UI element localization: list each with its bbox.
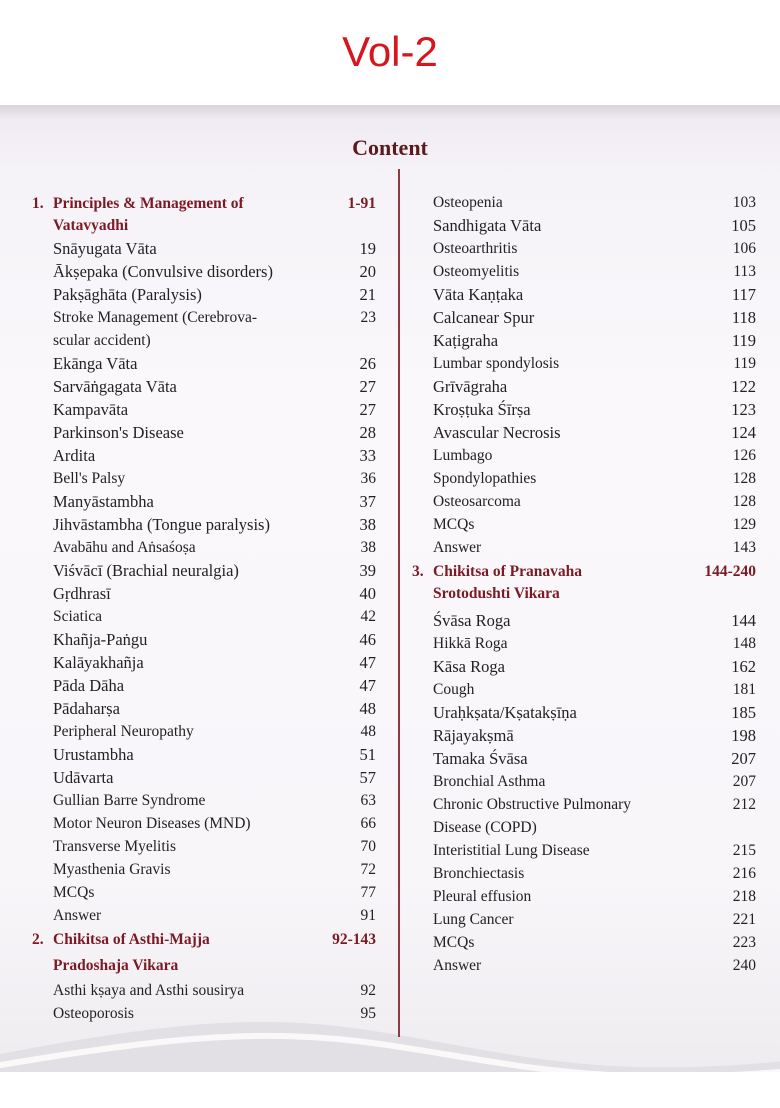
item-label: Calcanear Spur [433, 308, 535, 327]
toc-item-cont [412, 816, 756, 839]
item-label: Udāvarta [53, 768, 114, 787]
toc-item[interactable] [412, 793, 756, 816]
item-label: Lumbar spondylosis [433, 355, 560, 372]
item-page: 47 [359, 653, 376, 672]
section-title-cont: Pradoshaja Vikara [53, 957, 179, 974]
toc-item[interactable] [32, 352, 376, 375]
item-page: 39 [359, 561, 376, 580]
item-label: Osteoarthritis [433, 240, 518, 257]
item-page: 126 [732, 447, 756, 464]
toc-item[interactable] [32, 490, 376, 513]
section-number: 3. [412, 563, 424, 580]
item-page: 91 [360, 907, 376, 924]
item-page: 207 [732, 773, 756, 790]
item-label: Ākṣepaka (Convulsive disorders) [53, 262, 273, 281]
item-label: Avascular Necrosis [433, 423, 561, 442]
item-label: Pakṣāghāta (Paralysis) [53, 285, 202, 304]
item-page: 57 [359, 768, 376, 787]
item-label: Khañja-Paṅgu [53, 630, 148, 649]
toc-item[interactable] [32, 674, 376, 697]
toc-item[interactable] [32, 605, 376, 628]
item-page: 221 [732, 911, 756, 928]
item-label: Pāda Dāha [53, 676, 125, 695]
item-page: 122 [731, 377, 756, 396]
section-number: 1. [32, 195, 44, 212]
toc-item[interactable] [32, 306, 376, 329]
item-page: 38 [359, 515, 376, 534]
toc-item[interactable] [32, 743, 376, 766]
item-label: Transverse Myelitis [53, 838, 176, 855]
item-page: 95 [360, 1005, 376, 1022]
toc-item[interactable] [412, 839, 756, 862]
item-page: 212 [732, 796, 756, 813]
item-page: 119 [731, 331, 756, 350]
item-label: Lumbago [433, 447, 493, 464]
item-page: 113 [733, 263, 756, 280]
toc-item[interactable] [32, 904, 376, 927]
toc-item[interactable] [412, 678, 756, 701]
toc-item[interactable] [32, 766, 376, 789]
toc-item[interactable] [412, 954, 756, 977]
toc-item[interactable] [412, 490, 756, 513]
item-page: 46 [359, 630, 376, 649]
section-title: Chikitsa of Asthi-Majja [53, 931, 210, 948]
item-label: Jihvāstambha (Tongue paralysis) [53, 515, 270, 534]
volume-title: Vol-2 [342, 28, 438, 75]
toc-item[interactable] [32, 398, 376, 421]
item-page: 181 [732, 681, 756, 698]
toc-item[interactable] [412, 609, 756, 632]
toc-item[interactable] [32, 260, 376, 283]
item-page: 198 [731, 726, 756, 745]
toc-item[interactable] [412, 329, 756, 352]
item-page: 38 [360, 539, 376, 556]
item-page: 33 [359, 446, 376, 465]
item-page: 72 [360, 861, 376, 878]
toc-item[interactable] [32, 835, 376, 858]
toc-item[interactable] [412, 655, 756, 678]
toc-item[interactable] [32, 513, 376, 536]
toc-item[interactable] [412, 862, 756, 885]
item-label: Parkinson's Disease [53, 423, 184, 442]
toc-item-cont [32, 329, 376, 352]
item-label: Gṛdhrasī [53, 584, 111, 603]
item-label: Stroke Management (Cerebrova- [53, 309, 258, 326]
item-label: Kaṭigraha [433, 331, 499, 350]
item-label: Osteoporosis [53, 1005, 134, 1022]
section-title-cont: Vatavyadhi [53, 217, 129, 234]
item-label: Gullian Barre Syndrome [53, 792, 206, 809]
toc-item[interactable] [32, 628, 376, 651]
item-page: 66 [360, 815, 376, 832]
item-label: Viśvācī (Brachial neuralgia) [53, 561, 239, 580]
item-page: 40 [359, 584, 376, 603]
item-label: Bronchial Asthma [433, 773, 546, 790]
item-page: 106 [732, 240, 756, 257]
item-page: 223 [732, 934, 756, 951]
item-label: Ekānga Vāta [53, 354, 138, 373]
item-label: Myasthenia Gravis [53, 861, 171, 878]
toc-item[interactable] [412, 352, 756, 375]
item-page: 117 [731, 285, 756, 304]
item-page: 143 [732, 539, 756, 556]
section-title: Principles & Management of [53, 195, 244, 212]
item-label: Manyāstambha [53, 492, 154, 511]
item-label: Pādaharṣa [53, 699, 120, 718]
item-page: 20 [359, 262, 376, 281]
item-label: Bell's Palsy [53, 470, 126, 487]
item-label: Kalāyakhañja [53, 653, 144, 672]
toc-item[interactable] [32, 858, 376, 881]
item-label: Motor Neuron Diseases (MND) [53, 815, 251, 832]
section-title: Chikitsa of Pranavaha [433, 563, 582, 580]
item-page: 63 [360, 792, 376, 809]
contents-page [0, 105, 780, 1072]
item-label: Sandhigata Vāta [433, 216, 542, 235]
toc-item[interactable] [412, 536, 756, 559]
toc-item[interactable] [412, 885, 756, 908]
toc-item[interactable] [32, 789, 376, 812]
item-page: 105 [731, 216, 756, 235]
item-page: 27 [359, 400, 376, 419]
item-page: 103 [732, 194, 756, 211]
item-page: 42 [360, 608, 376, 625]
toc-item[interactable] [412, 931, 756, 954]
toc-item[interactable] [412, 724, 756, 747]
section-number: 2. [32, 931, 44, 948]
toc-right-column [412, 191, 756, 977]
toc-item[interactable] [412, 260, 756, 283]
item-label: Osteopenia [433, 194, 503, 211]
toc-item[interactable] [32, 812, 376, 835]
toc-left-column [32, 193, 376, 1025]
item-page: 240 [732, 957, 756, 974]
item-label: Spondylopathies [433, 470, 537, 487]
toc-item[interactable] [412, 632, 756, 655]
toc-item[interactable] [32, 421, 376, 444]
item-page: 119 [733, 355, 756, 372]
item-page: 26 [359, 354, 376, 373]
section-pages: 1-91 [347, 195, 376, 212]
item-label: Ardita [53, 446, 96, 465]
item-label: Lung Cancer [433, 911, 514, 928]
item-label: Sarvāṅgagata Vāta [53, 377, 177, 396]
item-page: 36 [360, 470, 376, 487]
item-label: Rājayakṣmā [433, 726, 514, 745]
toc-item[interactable] [412, 421, 756, 444]
item-page: 215 [732, 842, 756, 859]
item-page: 123 [731, 400, 756, 419]
item-label: Hikkā Roga [433, 635, 508, 652]
toc-item[interactable] [412, 770, 756, 793]
item-label: Uraḥkṣata/Kṣatakṣīṇa [433, 703, 577, 722]
item-page: 70 [360, 838, 376, 855]
toc-item[interactable] [412, 191, 756, 214]
item-label: Asthi kṣaya and Asthi sousirya [53, 982, 245, 999]
item-label: Kāsa Roga [433, 657, 505, 676]
toc-item[interactable] [32, 536, 376, 559]
item-label: MCQs [433, 516, 475, 533]
toc-item[interactable] [412, 237, 756, 260]
item-page: 51 [359, 745, 376, 764]
item-label: MCQs [433, 934, 475, 951]
toc-item[interactable] [412, 306, 756, 329]
toc-item[interactable] [412, 283, 756, 306]
toc-item[interactable] [32, 444, 376, 467]
item-page: 218 [732, 888, 756, 905]
toc-item[interactable] [412, 398, 756, 421]
item-page: 21 [359, 285, 376, 304]
item-label: Grīvāgraha [433, 377, 508, 396]
item-page: 124 [731, 423, 756, 442]
toc-section-2[interactable] [32, 927, 376, 979]
item-page: 28 [359, 423, 376, 442]
item-page: 37 [359, 492, 376, 511]
toc-item[interactable] [412, 214, 756, 237]
item-page: 207 [731, 749, 756, 768]
toc-item[interactable] [412, 747, 756, 770]
toc-item[interactable] [412, 908, 756, 931]
item-page: 185 [731, 703, 756, 722]
toc-item[interactable] [412, 467, 756, 490]
item-label: scular accident) [53, 332, 151, 349]
item-page: 27 [359, 377, 376, 396]
item-page: 128 [732, 470, 756, 487]
item-label: Vāta Kaṇṭaka [433, 285, 524, 304]
item-label: Osteomyelitis [433, 263, 520, 280]
toc-section-3[interactable] [412, 561, 756, 605]
item-page: 48 [360, 723, 376, 740]
toc-item[interactable] [32, 651, 376, 674]
item-label: Urustambha [53, 745, 134, 764]
toc-item[interactable] [32, 237, 376, 260]
item-label: Chronic Obstructive Pulmonary [433, 796, 632, 813]
item-label: Answer [53, 907, 102, 924]
section-pages: 144-240 [704, 563, 756, 580]
page-title: Content [352, 135, 428, 160]
item-label: Śvāsa Roga [433, 611, 511, 630]
item-page: 162 [731, 657, 756, 676]
item-label: Pleural effusion [433, 888, 532, 905]
item-page: 118 [731, 308, 756, 327]
item-page: 92 [360, 982, 376, 999]
item-label: Kampavāta [53, 400, 129, 419]
item-page: 23 [360, 309, 376, 326]
toc-item[interactable] [32, 720, 376, 743]
toc-item[interactable] [412, 375, 756, 398]
item-label: Kroṣṭuka Śīrṣa [433, 400, 531, 419]
item-page: 216 [732, 865, 756, 882]
item-page: 19 [359, 239, 376, 258]
toc-item[interactable] [32, 375, 376, 398]
item-label: Answer [433, 539, 482, 556]
toc-item[interactable] [32, 283, 376, 306]
toc-section-1[interactable] [32, 193, 376, 237]
item-label: Interistitial Lung Disease [433, 842, 590, 859]
item-page: 144 [731, 611, 756, 630]
toc-item[interactable] [32, 582, 376, 605]
item-page: 128 [732, 493, 756, 510]
toc-item[interactable] [32, 881, 376, 904]
item-label: Cough [433, 681, 475, 698]
toc-item[interactable] [412, 513, 756, 536]
item-label: Peripheral Neuropathy [53, 723, 194, 740]
toc-item[interactable] [32, 697, 376, 720]
item-page: 129 [732, 516, 756, 533]
column-divider [398, 169, 400, 1037]
toc-item[interactable] [32, 467, 376, 490]
toc-item[interactable] [32, 559, 376, 582]
item-page: 148 [732, 635, 756, 652]
item-label: Snāyugata Vāta [53, 239, 157, 258]
item-label: Answer [433, 957, 482, 974]
item-label: Osteosarcoma [433, 493, 521, 510]
toc-item[interactable] [32, 1002, 376, 1025]
item-label: Sciatica [53, 608, 103, 625]
item-page: 47 [359, 676, 376, 695]
toc-item[interactable] [412, 444, 756, 467]
item-label: Disease (COPD) [433, 819, 537, 836]
item-label: Tamaka Śvāsa [433, 749, 528, 768]
item-page: 48 [359, 699, 376, 718]
toc-item[interactable] [32, 979, 376, 1002]
item-page: 77 [360, 884, 376, 901]
section-pages: 92-143 [332, 931, 376, 948]
section-title-cont: Srotodushti Vikara [433, 585, 560, 602]
item-label: Bronchiectasis [433, 865, 525, 882]
item-label: MCQs [53, 884, 95, 901]
item-label: Avabāhu and Aṅsaśoṣa [53, 539, 196, 556]
toc-item[interactable] [412, 701, 756, 724]
